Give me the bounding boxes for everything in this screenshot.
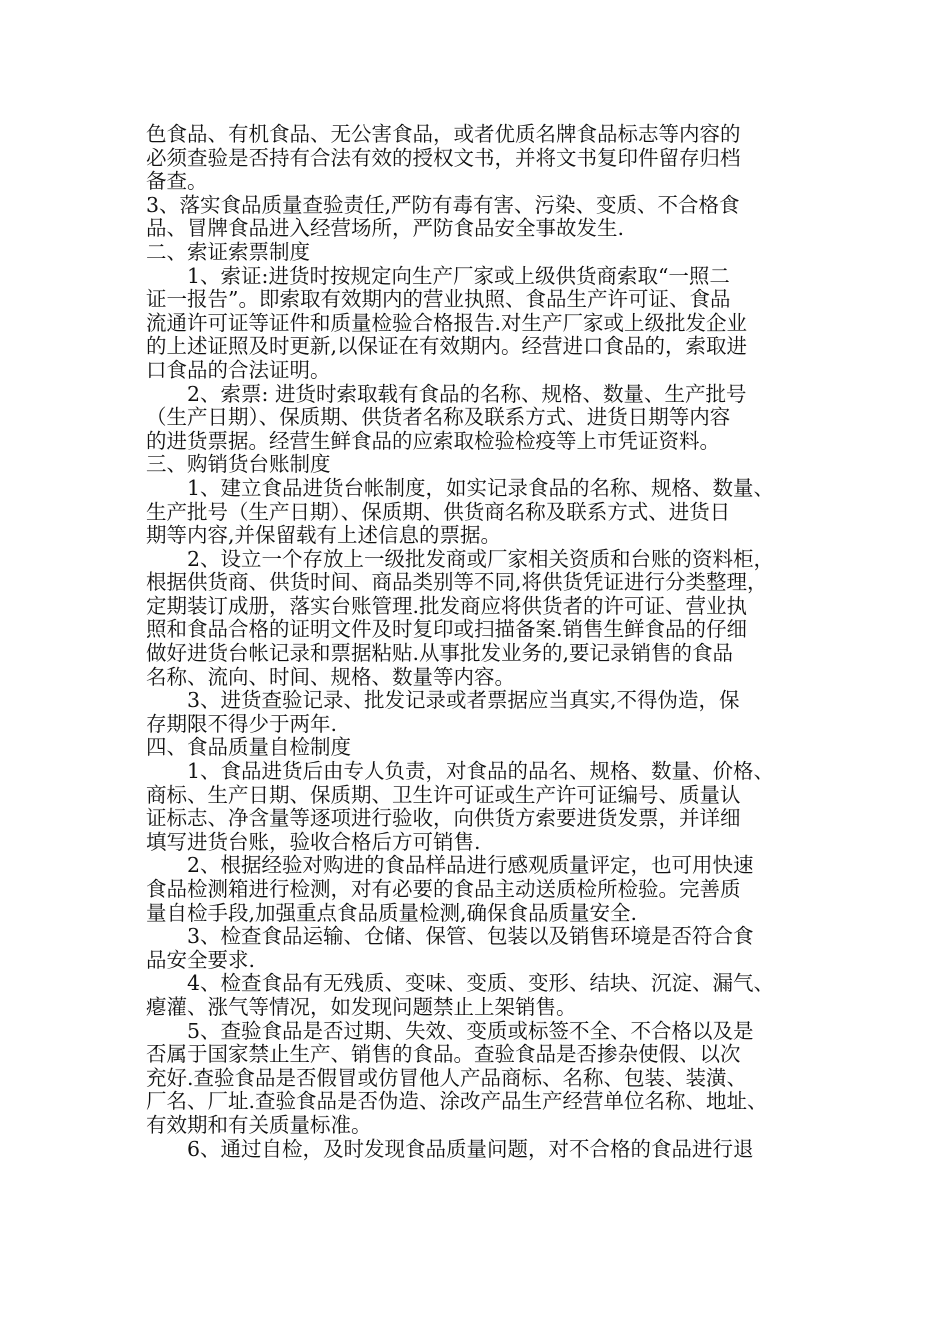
text-line: 1、建立食品进货台帐制度，如实记录食品的名称、规格、数量、: [187, 475, 775, 500]
text-line: 色食品、有机食品、无公害食品，或者优质名牌食品标志等内容的: [146, 122, 741, 146]
paragraph: [146, 760, 818, 854]
text-line: 5、查验食品是否过期、失效、变质或标签不全、不合格以及是: [187, 1018, 754, 1043]
paragraph: [146, 477, 818, 548]
text-line: 否属于国家禁止生产、销售的食品。查验食品是否掺杂使假、以次: [146, 1042, 741, 1067]
text-line: 填写进货台账，验收合格后方可销售.: [146, 829, 481, 854]
text-line: 备查。: [146, 169, 208, 194]
text-line: 定期装订成册，落实台账管理.批发商应将供货者的许可证、营业执: [146, 593, 748, 618]
text-line: 生产批号（生产日期）、保质期、供货商名称及联系方式、进货日: [146, 499, 731, 524]
text-line: 口食品的合法证明。: [146, 357, 331, 382]
text-line: 证一报告”。即索取有效期内的营业执照、食品生产许可证、食品: [146, 287, 731, 312]
text-line: 品安全要求.: [146, 947, 256, 972]
text-line: 2、根据经验对购进的食品样品进行感观质量评定，也可用快速: [187, 853, 754, 878]
paragraph: [146, 1020, 818, 1138]
text-line: 流通许可证等证件和质量检验合格报告.对生产厂家或上级批发企业: [146, 310, 748, 335]
text-line: 瘪灌、涨气等情况，如发现问题禁止上架销售。: [146, 994, 577, 1019]
text-line: 3、检查食品运输、仓储、保管、包装以及销售环境是否符合食: [187, 924, 754, 949]
text-line: 1、食品进货后由专人负责，对食品的品名、规格、数量、价格、: [187, 759, 775, 784]
text-line: 三、购销货台账制度: [146, 452, 331, 477]
section-heading: [146, 736, 818, 760]
section-heading: [146, 241, 818, 265]
text-line: 根据供货商、供货时间、商品类别等不同,将供货凭证进行分类整理，: [146, 570, 768, 595]
text-line: 存期限不得少于两年.: [146, 711, 338, 736]
text-line: 二、索证索票制度: [146, 239, 310, 264]
paragraph: [146, 1138, 818, 1162]
text-line: 2、索票: 进货时索取载有食品的名称、规格、数量、生产批号: [187, 381, 747, 406]
paragraph: [146, 972, 818, 1019]
text-line: 有效期和有关质量标准。: [146, 1112, 372, 1137]
text-line: 品、冒牌食品进入经营场所，严防食品安全事故发生.: [146, 216, 625, 241]
text-line: （生产日期）、保质期、供货者名称及联系方式、进货日期等内容: [146, 405, 731, 430]
text-line: 期等内容,并保留载有上述信息的票据。: [146, 523, 502, 548]
text-line: 食品检测箱进行检测，对有必要的食品主动送质检所检验。完善质: [146, 877, 741, 901]
text-line: 的上述证照及时更新,以保证在有效期内。经营进口食品的，索取进: [146, 334, 748, 359]
paragraph: [146, 854, 818, 925]
paragraph: [146, 925, 818, 972]
text-line: 1、索证:进货时按规定向生产厂家或上级供货商索取“一照二: [187, 263, 730, 288]
text-line: 四、食品质量自检制度: [146, 735, 351, 760]
document-body: [146, 123, 818, 1161]
text-line: 照和食品合格的证明文件及时复印或扫描备案.销售生鲜食品的仔细: [146, 617, 748, 642]
text-line: 量自检手段,加强重点食品质量检测,确保食品质量安全.: [146, 900, 638, 925]
paragraph: [146, 123, 818, 194]
text-line: 的进货票据。经营生鲜食品的应索取检验检疫等上市凭证资料。: [146, 428, 720, 453]
paragraph: [146, 194, 818, 241]
text-line: 充好.查验食品是否假冒或仿冒他人产品商标、名称、包装、装潢、: [146, 1065, 748, 1090]
paragraph: [146, 383, 818, 454]
text-line: 6、通过自检，及时发现食品质量问题，对不合格的食品进行退: [187, 1136, 754, 1161]
text-line: 证标志、净含量等逐项进行验收，向供货方索要进货发票，并详细: [146, 806, 741, 831]
text-line: 厂名、厂址.查验食品是否伪造、涂改产品生产经营单位名称、地址、: [146, 1089, 768, 1114]
text-line: 必须查验是否持有合法有效的授权文书，并将文书复印件留存归档: [146, 145, 741, 170]
text-line: 3、进货查验记录、批发记录或者票据应当真实,不得伪造，保: [187, 688, 740, 713]
text-line: 3、落实食品质量查验责任,严防有毒有害、污染、变质、不合格食: [146, 192, 740, 217]
paragraph: [146, 689, 818, 736]
paragraph: [146, 265, 818, 383]
text-line: 4、检查食品有无残质、变味、变质、变形、结块、沉淀、漏气、: [187, 971, 775, 996]
section-heading: [146, 453, 818, 477]
paragraph: [146, 548, 818, 690]
text-line: 名称、流向、时间、规格、数量等内容。: [146, 664, 515, 689]
text-line: 商标、生产日期、保质期、卫生许可证或生产许可证编号、质量认: [146, 782, 741, 807]
text-line: 做好进货台帐记录和票据粘贴.从事批发业务的,要记录销售的食品: [146, 641, 734, 666]
text-line: 2、设立一个存放上一级批发商或厂家相关资质和台账的资料柜，: [187, 546, 775, 571]
